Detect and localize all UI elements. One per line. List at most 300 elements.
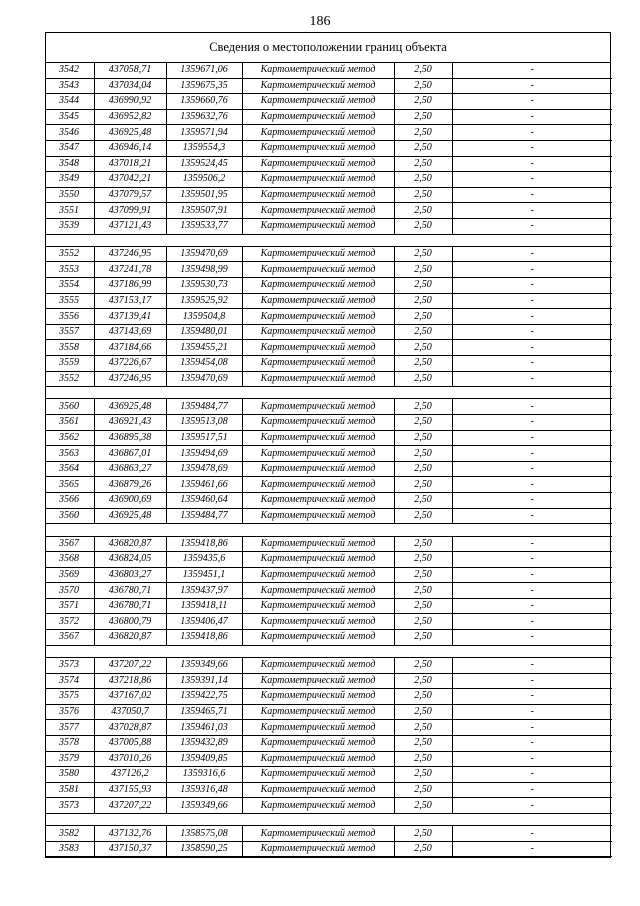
note-cell: - [452, 63, 612, 78]
x-coordinate-cell: 437150,37 [94, 841, 166, 857]
note-cell: - [452, 767, 612, 783]
y-coordinate-cell: 1359437,97 [166, 583, 242, 599]
table-row [46, 63, 612, 78]
separator-cell [46, 813, 612, 825]
table-row [46, 293, 612, 309]
accuracy-cell: 2,50 [394, 798, 452, 814]
point-number-cell: 3552 [46, 246, 94, 262]
table-row [46, 324, 612, 340]
method-cell: Картометрический метод [242, 552, 394, 568]
accuracy-cell: 2,50 [394, 218, 452, 234]
note-cell: - [452, 156, 612, 172]
point-number-cell: 3547 [46, 140, 94, 156]
y-coordinate-cell: 1359316,48 [166, 782, 242, 798]
table-row [46, 309, 612, 325]
method-cell: Картометрический метод [242, 399, 394, 415]
x-coordinate-cell: 436925,48 [94, 399, 166, 415]
accuracy-cell: 2,50 [394, 782, 452, 798]
point-number-cell: 3572 [46, 614, 94, 630]
y-coordinate-cell: 1359675,35 [166, 78, 242, 94]
x-coordinate-cell: 436820,87 [94, 630, 166, 646]
accuracy-cell: 2,50 [394, 340, 452, 356]
accuracy-cell: 2,50 [394, 293, 452, 309]
table-row [46, 94, 612, 110]
x-coordinate-cell: 436895,38 [94, 430, 166, 446]
point-number-cell: 3553 [46, 262, 94, 278]
table-row [46, 446, 612, 462]
accuracy-cell: 2,50 [394, 399, 452, 415]
x-coordinate-cell: 436879,26 [94, 477, 166, 493]
accuracy-cell: 2,50 [394, 371, 452, 387]
accuracy-cell: 2,50 [394, 78, 452, 94]
point-number-cell: 3560 [46, 508, 94, 524]
boundary-section [45, 32, 611, 858]
note-cell: - [452, 309, 612, 325]
method-cell: Картометрический метод [242, 94, 394, 110]
x-coordinate-cell: 437132,76 [94, 826, 166, 842]
method-cell: Картометрический метод [242, 673, 394, 689]
method-cell: Картометрический метод [242, 536, 394, 552]
point-number-cell: 3545 [46, 109, 94, 125]
note-cell: - [452, 262, 612, 278]
y-coordinate-cell: 1359660,76 [166, 94, 242, 110]
group-separator-row [46, 387, 612, 399]
note-cell: - [452, 172, 612, 188]
point-number-cell: 3567 [46, 536, 94, 552]
x-coordinate-cell: 437207,22 [94, 798, 166, 814]
note-cell: - [452, 218, 612, 234]
table-row [46, 218, 612, 234]
note-cell: - [452, 430, 612, 446]
method-cell: Картометрический метод [242, 826, 394, 842]
accuracy-cell: 2,50 [394, 689, 452, 705]
note-cell: - [452, 78, 612, 94]
point-number-cell: 3544 [46, 94, 94, 110]
x-coordinate-cell: 437099,91 [94, 203, 166, 219]
table-row [46, 461, 612, 477]
x-coordinate-cell: 436780,71 [94, 598, 166, 614]
group-separator-row [46, 234, 612, 246]
note-cell: - [452, 94, 612, 110]
table-row [46, 598, 612, 614]
accuracy-cell: 2,50 [394, 125, 452, 141]
x-coordinate-cell: 436800,79 [94, 614, 166, 630]
x-coordinate-cell: 437241,78 [94, 262, 166, 278]
section-title: Сведения о местоположении границ объекта [46, 33, 610, 63]
point-number-cell: 3575 [46, 689, 94, 705]
accuracy-cell: 2,50 [394, 109, 452, 125]
method-cell: Картометрический метод [242, 461, 394, 477]
x-coordinate-cell: 436863,27 [94, 461, 166, 477]
y-coordinate-cell: 1359422,75 [166, 689, 242, 705]
point-number-cell: 3551 [46, 203, 94, 219]
accuracy-cell: 2,50 [394, 841, 452, 857]
method-cell: Картометрический метод [242, 140, 394, 156]
note-cell: - [452, 689, 612, 705]
table-row [46, 340, 612, 356]
point-number-cell: 3558 [46, 340, 94, 356]
method-cell: Картометрический метод [242, 767, 394, 783]
point-number-cell: 3559 [46, 355, 94, 371]
x-coordinate-cell: 437186,99 [94, 278, 166, 294]
x-coordinate-cell: 437139,41 [94, 309, 166, 325]
y-coordinate-cell: 1359478,69 [166, 461, 242, 477]
y-coordinate-cell: 1359461,66 [166, 477, 242, 493]
x-coordinate-cell: 436824,05 [94, 552, 166, 568]
y-coordinate-cell: 1359513,08 [166, 415, 242, 431]
note-cell: - [452, 536, 612, 552]
coordinates-table [46, 63, 612, 857]
y-coordinate-cell: 1359349,66 [166, 657, 242, 673]
y-coordinate-cell: 1359418,11 [166, 598, 242, 614]
point-number-cell: 3571 [46, 598, 94, 614]
method-cell: Картометрический метод [242, 218, 394, 234]
point-number-cell: 3580 [46, 767, 94, 783]
point-number-cell: 3566 [46, 493, 94, 509]
y-coordinate-cell: 1359470,69 [166, 246, 242, 262]
x-coordinate-cell: 437034,04 [94, 78, 166, 94]
accuracy-cell: 2,50 [394, 324, 452, 340]
table-row [46, 125, 612, 141]
note-cell: - [452, 673, 612, 689]
x-coordinate-cell: 437018,21 [94, 156, 166, 172]
y-coordinate-cell: 1359406,47 [166, 614, 242, 630]
point-number-cell: 3539 [46, 218, 94, 234]
accuracy-cell: 2,50 [394, 751, 452, 767]
point-number-cell: 3564 [46, 461, 94, 477]
note-cell: - [452, 493, 612, 509]
note-cell: - [452, 598, 612, 614]
table-row [46, 508, 612, 524]
y-coordinate-cell: 1359349,66 [166, 798, 242, 814]
y-coordinate-cell: 1359470,69 [166, 371, 242, 387]
note-cell: - [452, 751, 612, 767]
table-row [46, 203, 612, 219]
table-row [46, 430, 612, 446]
table-row [46, 172, 612, 188]
y-coordinate-cell: 1359455,21 [166, 340, 242, 356]
y-coordinate-cell: 1359418,86 [166, 630, 242, 646]
table-row [46, 140, 612, 156]
accuracy-cell: 2,50 [394, 735, 452, 751]
page-number: 186 [309, 14, 331, 29]
point-number-cell: 3550 [46, 187, 94, 203]
note-cell: - [452, 583, 612, 599]
note-cell: - [452, 340, 612, 356]
y-coordinate-cell: 1359530,73 [166, 278, 242, 294]
note-cell: - [452, 841, 612, 857]
y-coordinate-cell: 1359316,6 [166, 767, 242, 783]
table-row [46, 704, 612, 720]
table-row [46, 583, 612, 599]
point-number-cell: 3563 [46, 446, 94, 462]
accuracy-cell: 2,50 [394, 673, 452, 689]
y-coordinate-cell: 1359484,77 [166, 399, 242, 415]
point-number-cell: 3574 [46, 673, 94, 689]
x-coordinate-cell: 437153,17 [94, 293, 166, 309]
x-coordinate-cell: 436946,14 [94, 140, 166, 156]
accuracy-cell: 2,50 [394, 246, 452, 262]
point-number-cell: 3557 [46, 324, 94, 340]
point-number-cell: 3546 [46, 125, 94, 141]
accuracy-cell: 2,50 [394, 446, 452, 462]
method-cell: Картометрический метод [242, 246, 394, 262]
y-coordinate-cell: 1359517,51 [166, 430, 242, 446]
accuracy-cell: 2,50 [394, 203, 452, 219]
y-coordinate-cell: 1359498,99 [166, 262, 242, 278]
point-number-cell: 3576 [46, 704, 94, 720]
table-row [46, 262, 612, 278]
method-cell: Картометрический метод [242, 720, 394, 736]
method-cell: Картометрический метод [242, 187, 394, 203]
method-cell: Картометрический метод [242, 598, 394, 614]
y-coordinate-cell: 1359507,91 [166, 203, 242, 219]
accuracy-cell: 2,50 [394, 598, 452, 614]
y-coordinate-cell: 1359533,77 [166, 218, 242, 234]
accuracy-cell: 2,50 [394, 826, 452, 842]
accuracy-cell: 2,50 [394, 262, 452, 278]
table-row [46, 782, 612, 798]
table-row [46, 841, 612, 857]
point-number-cell: 3578 [46, 735, 94, 751]
note-cell: - [452, 278, 612, 294]
y-coordinate-cell: 1358575,08 [166, 826, 242, 842]
table-row [46, 751, 612, 767]
method-cell: Картометрический метод [242, 508, 394, 524]
table-row [46, 630, 612, 646]
method-cell: Картометрический метод [242, 109, 394, 125]
accuracy-cell: 2,50 [394, 140, 452, 156]
x-coordinate-cell: 436925,48 [94, 125, 166, 141]
separator-cell [46, 524, 612, 536]
note-cell: - [452, 704, 612, 720]
y-coordinate-cell: 1359418,86 [166, 536, 242, 552]
y-coordinate-cell: 1359435,6 [166, 552, 242, 568]
method-cell: Картометрический метод [242, 63, 394, 78]
x-coordinate-cell: 436900,69 [94, 493, 166, 509]
x-coordinate-cell: 437028,87 [94, 720, 166, 736]
accuracy-cell: 2,50 [394, 536, 452, 552]
point-number-cell: 3542 [46, 63, 94, 78]
method-cell: Картометрический метод [242, 689, 394, 705]
x-coordinate-cell: 436925,48 [94, 508, 166, 524]
y-coordinate-cell: 1359524,45 [166, 156, 242, 172]
method-cell: Картометрический метод [242, 371, 394, 387]
point-number-cell: 3565 [46, 477, 94, 493]
note-cell: - [452, 720, 612, 736]
point-number-cell: 3573 [46, 798, 94, 814]
x-coordinate-cell: 436990,92 [94, 94, 166, 110]
x-coordinate-cell: 436803,27 [94, 567, 166, 583]
accuracy-cell: 2,50 [394, 355, 452, 371]
point-number-cell: 3577 [46, 720, 94, 736]
table-row [46, 493, 612, 509]
group-separator-row [46, 524, 612, 536]
point-number-cell: 3548 [46, 156, 94, 172]
method-cell: Картометрический метод [242, 415, 394, 431]
table-row [46, 673, 612, 689]
table-row [46, 798, 612, 814]
point-number-cell: 3555 [46, 293, 94, 309]
y-coordinate-cell: 1359506,2 [166, 172, 242, 188]
point-number-cell: 3560 [46, 399, 94, 415]
accuracy-cell: 2,50 [394, 704, 452, 720]
table-row [46, 355, 612, 371]
note-cell: - [452, 782, 612, 798]
y-coordinate-cell: 1359454,08 [166, 355, 242, 371]
point-number-cell: 3549 [46, 172, 94, 188]
note-cell: - [452, 203, 612, 219]
point-number-cell: 3569 [46, 567, 94, 583]
method-cell: Картометрический метод [242, 751, 394, 767]
y-coordinate-cell: 1359504,8 [166, 309, 242, 325]
table-row [46, 567, 612, 583]
x-coordinate-cell: 437184,66 [94, 340, 166, 356]
x-coordinate-cell: 437143,69 [94, 324, 166, 340]
method-cell: Картометрический метод [242, 782, 394, 798]
x-coordinate-cell: 437005,88 [94, 735, 166, 751]
note-cell: - [452, 140, 612, 156]
note-cell: - [452, 355, 612, 371]
method-cell: Картометрический метод [242, 125, 394, 141]
point-number-cell: 3556 [46, 309, 94, 325]
point-number-cell: 3561 [46, 415, 94, 431]
note-cell: - [452, 371, 612, 387]
method-cell: Картометрический метод [242, 172, 394, 188]
table-row [46, 689, 612, 705]
note-cell: - [452, 552, 612, 568]
x-coordinate-cell: 437126,2 [94, 767, 166, 783]
method-cell: Картометрический метод [242, 841, 394, 857]
accuracy-cell: 2,50 [394, 94, 452, 110]
accuracy-cell: 2,50 [394, 187, 452, 203]
table-row [46, 552, 612, 568]
y-coordinate-cell: 1359671,06 [166, 63, 242, 78]
accuracy-cell: 2,50 [394, 309, 452, 325]
method-cell: Картометрический метод [242, 430, 394, 446]
y-coordinate-cell: 1359465,71 [166, 704, 242, 720]
note-cell: - [452, 446, 612, 462]
x-coordinate-cell: 436867,01 [94, 446, 166, 462]
x-coordinate-cell: 437058,71 [94, 63, 166, 78]
x-coordinate-cell: 436921,43 [94, 415, 166, 431]
y-coordinate-cell: 1359461,03 [166, 720, 242, 736]
method-cell: Картометрический метод [242, 630, 394, 646]
point-number-cell: 3552 [46, 371, 94, 387]
note-cell: - [452, 109, 612, 125]
table-row [46, 109, 612, 125]
y-coordinate-cell: 1359494,69 [166, 446, 242, 462]
table-row [46, 371, 612, 387]
note-cell: - [452, 798, 612, 814]
point-number-cell: 3583 [46, 841, 94, 857]
method-cell: Картометрический метод [242, 293, 394, 309]
accuracy-cell: 2,50 [394, 567, 452, 583]
accuracy-cell: 2,50 [394, 278, 452, 294]
method-cell: Картометрический метод [242, 493, 394, 509]
method-cell: Картометрический метод [242, 798, 394, 814]
y-coordinate-cell: 1358590,25 [166, 841, 242, 857]
note-cell: - [452, 826, 612, 842]
table-row [46, 735, 612, 751]
method-cell: Картометрический метод [242, 657, 394, 673]
separator-cell [46, 234, 612, 246]
x-coordinate-cell: 436952,82 [94, 109, 166, 125]
method-cell: Картометрический метод [242, 278, 394, 294]
point-number-cell: 3567 [46, 630, 94, 646]
x-coordinate-cell: 436780,71 [94, 583, 166, 599]
accuracy-cell: 2,50 [394, 583, 452, 599]
table-row [46, 278, 612, 294]
method-cell: Картометрический метод [242, 156, 394, 172]
note-cell: - [452, 567, 612, 583]
group-separator-row [46, 813, 612, 825]
accuracy-cell: 2,50 [394, 720, 452, 736]
table-row [46, 657, 612, 673]
accuracy-cell: 2,50 [394, 156, 452, 172]
table-row [46, 187, 612, 203]
point-number-cell: 3573 [46, 657, 94, 673]
note-cell: - [452, 324, 612, 340]
x-coordinate-cell: 437010,26 [94, 751, 166, 767]
accuracy-cell: 2,50 [394, 172, 452, 188]
note-cell: - [452, 415, 612, 431]
y-coordinate-cell: 1359480,01 [166, 324, 242, 340]
x-coordinate-cell: 437050,7 [94, 704, 166, 720]
y-coordinate-cell: 1359432,89 [166, 735, 242, 751]
table-row [46, 415, 612, 431]
note-cell: - [452, 657, 612, 673]
note-cell: - [452, 125, 612, 141]
x-coordinate-cell: 437246,95 [94, 246, 166, 262]
y-coordinate-cell: 1359409,85 [166, 751, 242, 767]
method-cell: Картометрический метод [242, 614, 394, 630]
method-cell: Картометрический метод [242, 203, 394, 219]
accuracy-cell: 2,50 [394, 477, 452, 493]
note-cell: - [452, 399, 612, 415]
point-number-cell: 3562 [46, 430, 94, 446]
table-row [46, 156, 612, 172]
note-cell: - [452, 477, 612, 493]
note-cell: - [452, 187, 612, 203]
accuracy-cell: 2,50 [394, 415, 452, 431]
point-number-cell: 3543 [46, 78, 94, 94]
table-row [46, 767, 612, 783]
note-cell: - [452, 293, 612, 309]
table-row [46, 720, 612, 736]
method-cell: Картометрический метод [242, 324, 394, 340]
table-row [46, 246, 612, 262]
note-cell: - [452, 246, 612, 262]
point-number-cell: 3579 [46, 751, 94, 767]
point-number-cell: 3568 [46, 552, 94, 568]
x-coordinate-cell: 437167,02 [94, 689, 166, 705]
point-number-cell: 3582 [46, 826, 94, 842]
accuracy-cell: 2,50 [394, 493, 452, 509]
x-coordinate-cell: 436820,87 [94, 536, 166, 552]
y-coordinate-cell: 1359571,94 [166, 125, 242, 141]
method-cell: Картометрический метод [242, 567, 394, 583]
y-coordinate-cell: 1359501,95 [166, 187, 242, 203]
method-cell: Картометрический метод [242, 477, 394, 493]
y-coordinate-cell: 1359451,1 [166, 567, 242, 583]
x-coordinate-cell: 437207,22 [94, 657, 166, 673]
y-coordinate-cell: 1359391,14 [166, 673, 242, 689]
table-row [46, 536, 612, 552]
table-row [46, 826, 612, 842]
method-cell: Картометрический метод [242, 704, 394, 720]
table-row [46, 614, 612, 630]
